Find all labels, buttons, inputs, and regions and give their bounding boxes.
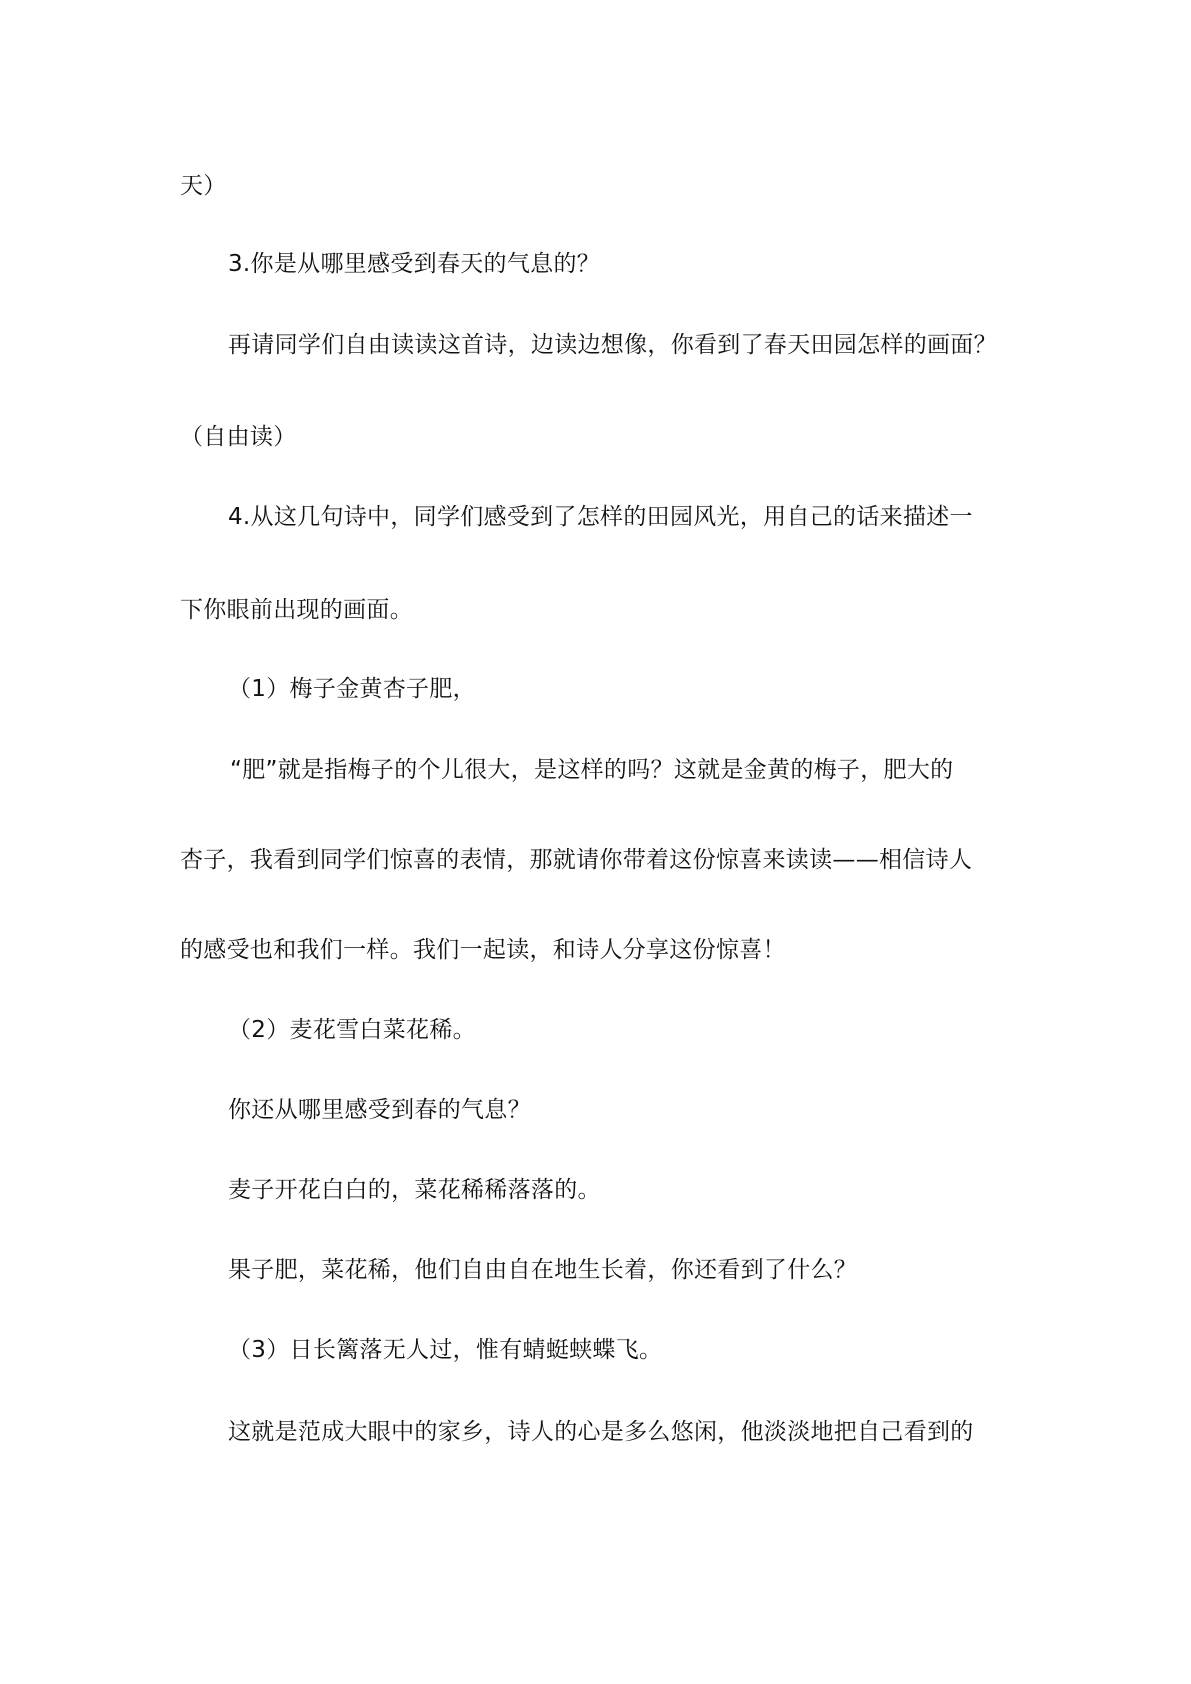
text-line: （3）日长篱落无人过，惟有蜻蜓蛱蝶飞。 — [228, 1337, 663, 1363]
text-line: （自由读） — [180, 424, 297, 450]
text-line: （2）麦花雪白菜花稀。 — [228, 1017, 476, 1043]
text-line: 天） — [180, 173, 227, 199]
text-line: “肥”就是指梅子的个儿很大，是这样的吗？这就是金黄的梅子，肥大的 — [230, 757, 954, 783]
text-line: 3.你是从哪里感受到春天的气息的？ — [228, 251, 601, 277]
text-line: 麦子开花白白的，菜花稀稀落落的。 — [228, 1177, 601, 1203]
text-line: 下你眼前出现的画面。 — [180, 597, 413, 623]
text-line: 你还从哪里感受到春的气息？ — [228, 1097, 531, 1123]
text-line: 果子肥，菜花稀，他们自由自在地生长着，你还看到了什么？ — [228, 1257, 858, 1283]
text-line: 再请同学们自由读读这首诗，边读边想像，你看到了春天田园怎样的画面？ — [228, 332, 997, 358]
text-line: 的感受也和我们一样。我们一起读，和诗人分享这份惊喜！ — [180, 937, 786, 963]
text-line: 4.从这几句诗中，同学们感受到了怎样的田园风光，用自己的话来描述一 — [228, 504, 973, 530]
text-line: （1）梅子金黄杏子肥， — [228, 676, 476, 702]
text-line: 这就是范成大眼中的家乡，诗人的心是多么悠闲，他淡淡地把自己看到的 — [228, 1419, 974, 1445]
text-line: 杏子，我看到同学们惊喜的表情，那就请你带着这份惊喜来读读——相信诗人 — [180, 847, 973, 873]
